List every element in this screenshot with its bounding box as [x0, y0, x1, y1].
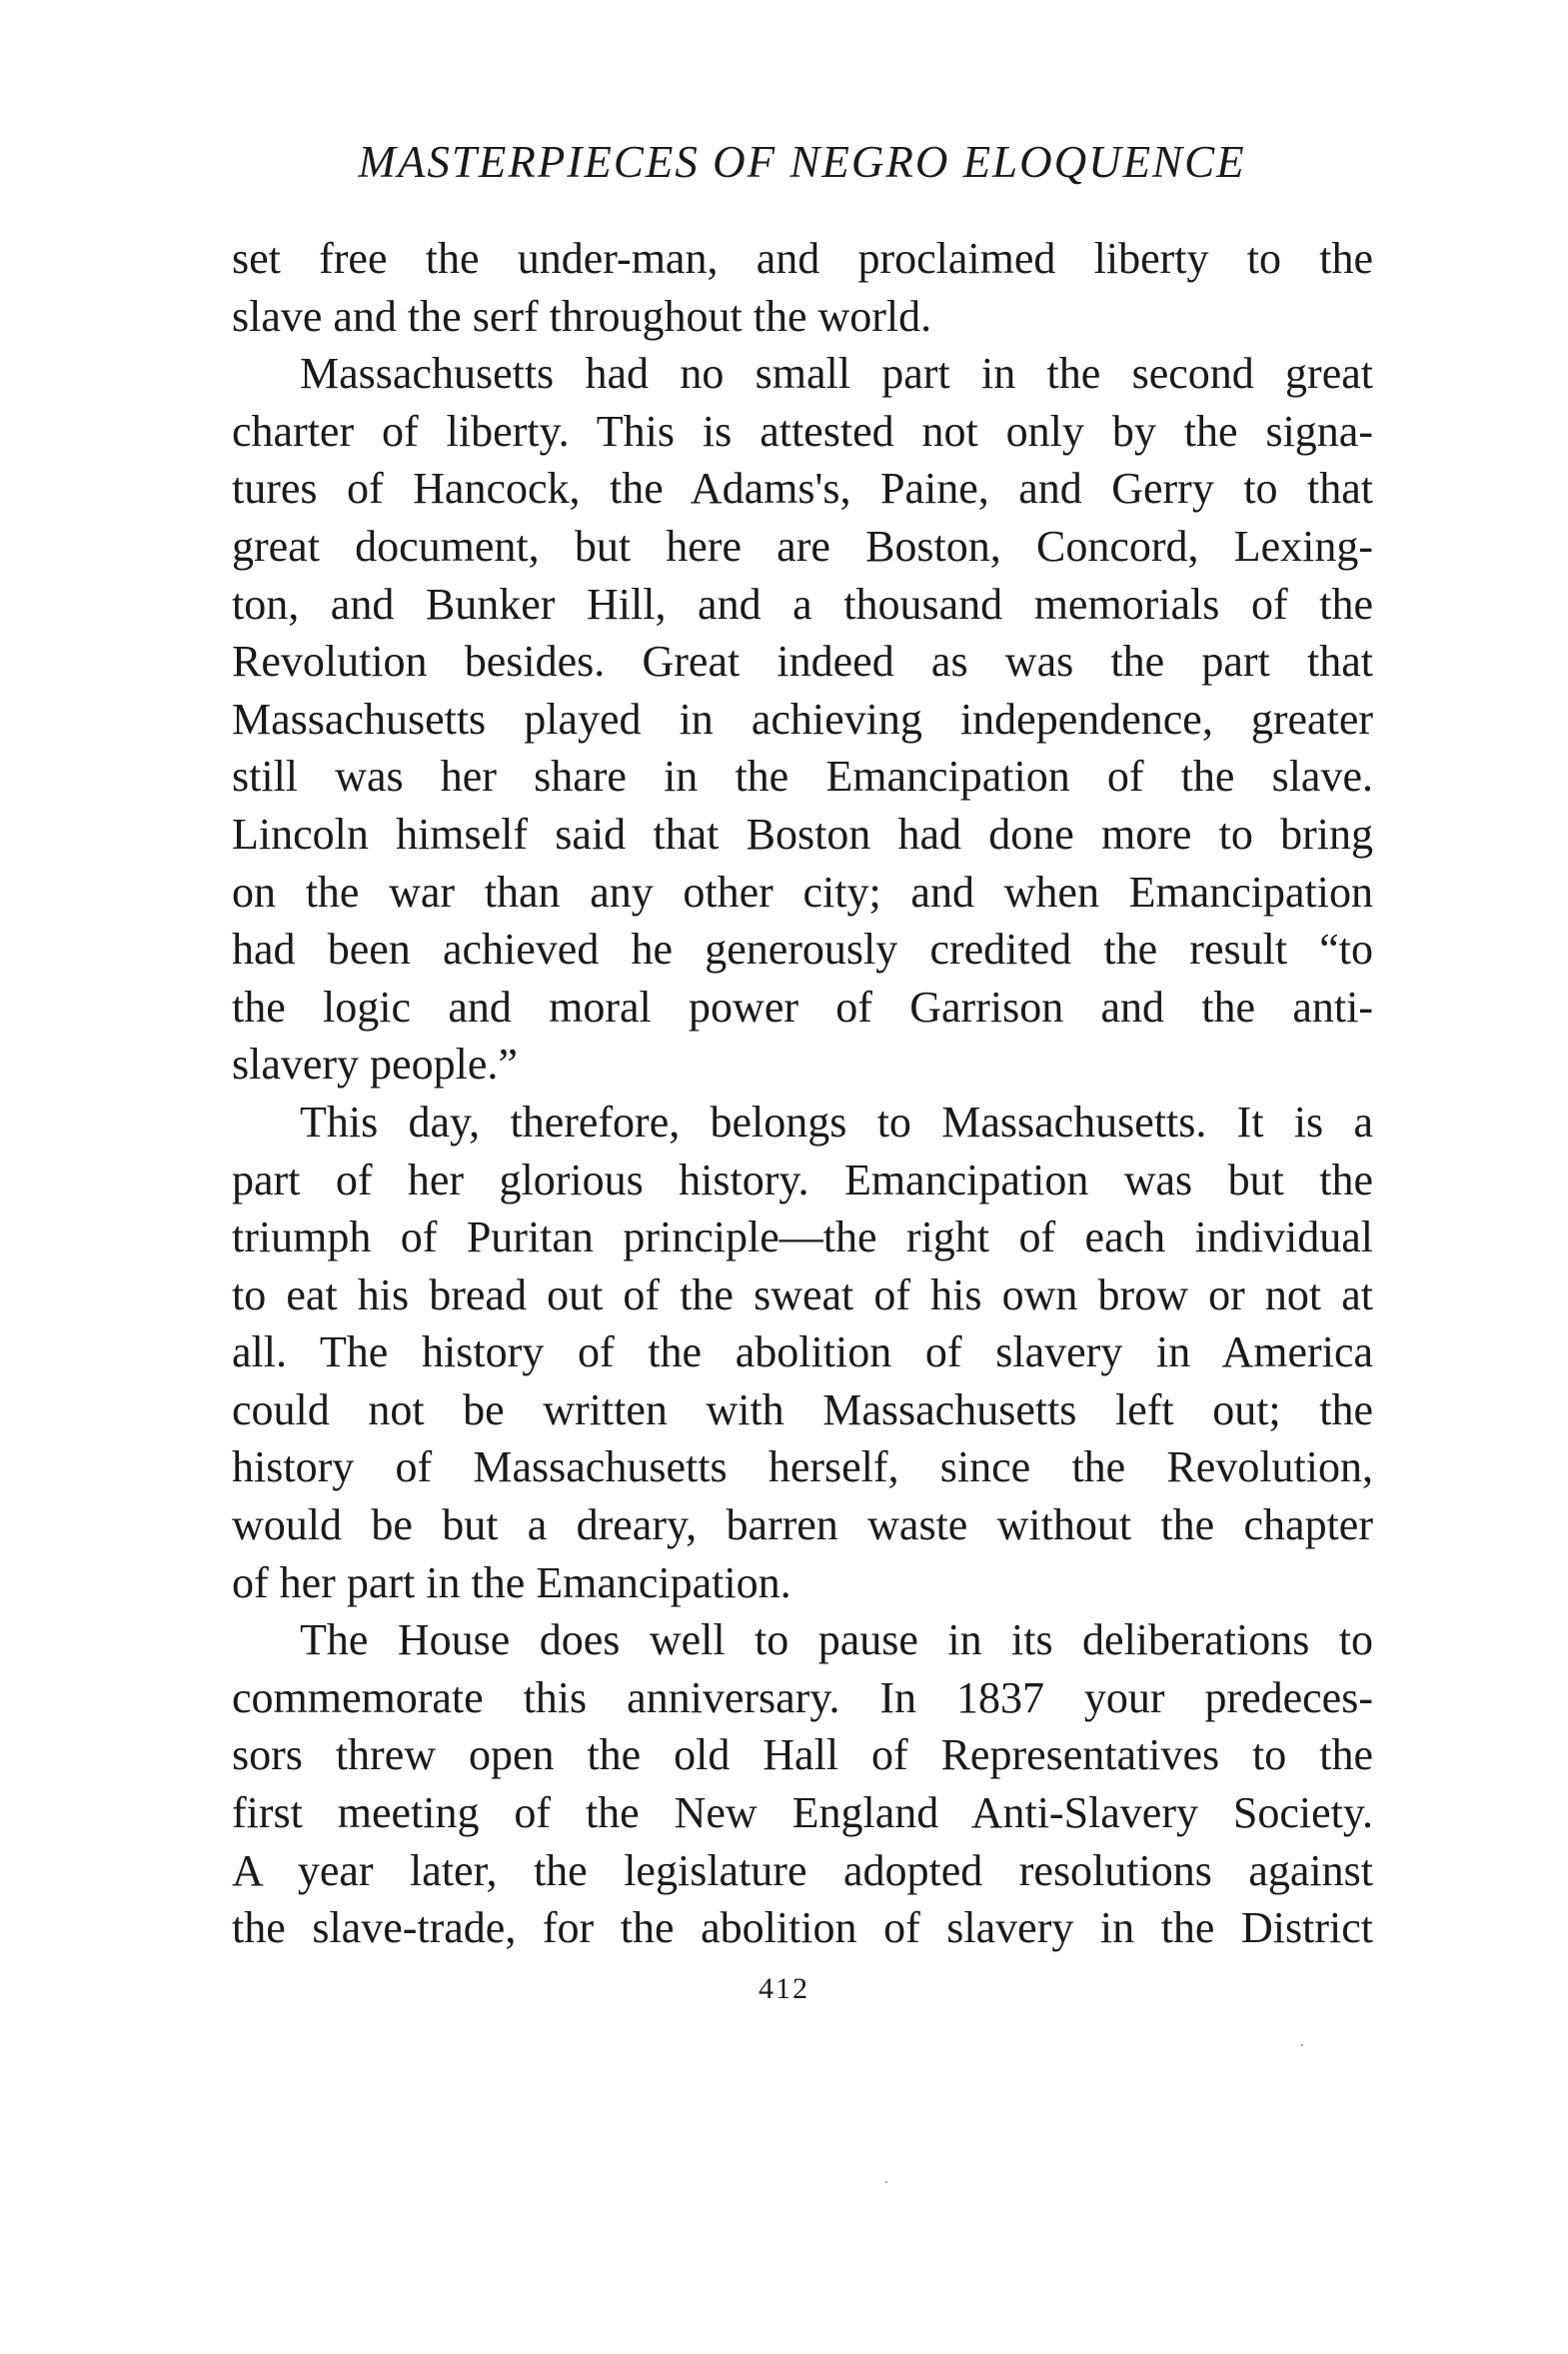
text-line: This day, therefore, belongs to Massachusetts. It is a: [300, 1097, 1373, 1147]
text-line: still was her share in the Emancipation of the slave.: [232, 752, 1373, 802]
text-line: triumph of Puritan principle—the right of each individual: [232, 1212, 1373, 1262]
page-number: 412: [759, 1972, 809, 2005]
paper-speck: [885, 2181, 887, 2183]
text-line: Massachusetts had no small part in the second great: [300, 349, 1373, 399]
text-line: The House does well to pause in its deliberations to: [300, 1615, 1373, 1665]
text-line: charter of liberty. This is attested not only by the signa-: [232, 406, 1373, 456]
text-line: Lincoln himself said that Boston had done more to bring: [232, 809, 1373, 859]
text-line: on the war than any other city; and when Emancipation: [232, 867, 1373, 917]
text-line: ton, and Bunker Hill, and a thousand memorials of the: [232, 579, 1373, 629]
text-line: would be but a dreary, barren waste without the chapter: [232, 1500, 1373, 1550]
text-line: the slave-trade, for the abolition of slavery in the District: [232, 1903, 1373, 1953]
text-line: to eat his bread out of the sweat of his own brow or not at: [232, 1269, 1373, 1319]
text-line: Revolution besides. Great indeed as was the part that: [232, 637, 1373, 687]
text-line: commemorate this anniversary. In 1837 your predeces-: [232, 1672, 1373, 1722]
text-line: part of her glorious history. Emancipation was but the: [232, 1155, 1373, 1204]
text-line: Massachusetts played in achieving independence, greater: [232, 694, 1373, 744]
text-line: first meeting of the New England Anti-Slavery Society.: [232, 1788, 1373, 1838]
text-line: had been achieved he generously credited the result “to: [232, 925, 1373, 975]
text-line: tures of Hancock, the Adams's, Paine, and Gerry to that: [232, 464, 1373, 514]
text-line: A year later, the legislature adopted resolutions against: [232, 1845, 1373, 1895]
text-line: slave and the serf throughout the world.: [232, 291, 932, 341]
text-line: all. The history of the abolition of slavery in America: [232, 1327, 1373, 1377]
body-text: [232, 230, 1373, 1957]
text-line: could not be written with Massachusetts left out; the: [232, 1384, 1373, 1434]
text-line: history of Massachusetts herself, since the Revolution,: [232, 1442, 1373, 1492]
text-line: sors threw open the old Hall of Representatives to the: [232, 1730, 1373, 1780]
text-line: set free the under-man, and proclaimed liberty to the: [232, 234, 1373, 283]
paper-speck: [1301, 2044, 1303, 2046]
text-line: great document, but here are Boston, Concord, Lexing-: [232, 521, 1373, 571]
running-head: MASTERPIECES OF NEGRO ELOQUENCE: [358, 137, 1246, 187]
text-line: of her part in the Emancipation.: [232, 1557, 791, 1607]
text-line: the logic and moral power of Garrison and the anti-: [232, 982, 1373, 1032]
text-line: slavery people.”: [232, 1040, 518, 1090]
